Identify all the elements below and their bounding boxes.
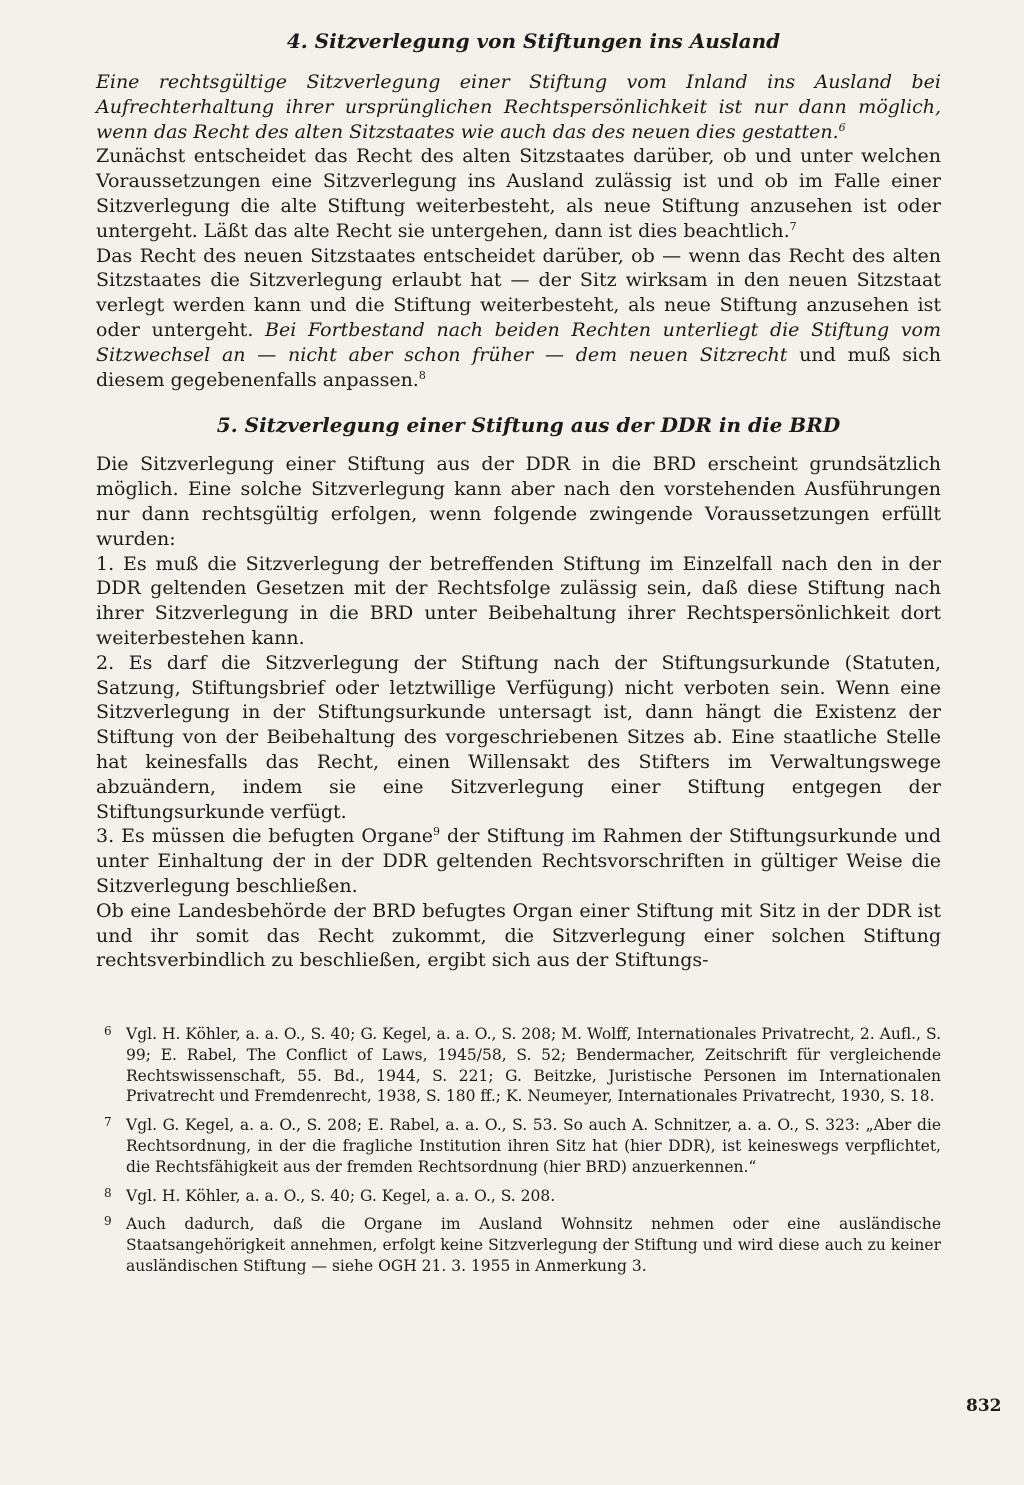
section-5-item-3 (96, 824, 941, 898)
footnote-number: 8 (104, 1185, 112, 1200)
section-4-heading: 4. Sitzverlegung von Stiftungen ins Ausland (286, 29, 781, 53)
section-4-paragraph-3 (96, 244, 941, 393)
page-number: 832 (966, 1396, 1002, 1416)
section-4-paragraph-1-text: Eine rechtsgültige Sitzverlegung einer Stiftung vom Inland ins Ausland bei Aufrechterhaltung ihrer ursprünglichen Rechtspersönlichkeit ist nur dann möglich, wenn das Recht des alten Sitzstaates wie auch das des neuen dies gestatten. (96, 71, 941, 143)
section-5-paragraph-1: Die Sitzverlegung einer Stiftung aus der DDR in die BRD erscheint grundsätzlich möglich. Eine solche Sitzverlegung kann aber nach den vorstehenden Ausführungen nur dann rechtsgültig erfolgen, wenn folgende zwingende Voraussetzungen erfüllt wurden: (96, 453, 941, 550)
section-4-paragraph-1 (96, 70, 941, 144)
section-5-item-3-text-a: 3. Es müssen die befugten Organe (96, 825, 434, 848)
section-5-item-3-text-b: der Stiftung im Rahmen der Stiftungsurkunde und unter Einhaltung der in der DDR geltenden Rechtsvorschriften in gültiger Weise die Sitzverlegung beschließen. (96, 825, 941, 897)
section-5-heading: 5. Sitzverlegung einer Stiftung aus der DDR in die BRD (216, 413, 841, 438)
footnote-ref-7: 7 (789, 219, 797, 233)
footnote-number: 9 (104, 1214, 112, 1229)
section-4-paragraph-2-text: Zunächst entscheidet das Recht des alten Sitzstaates darüber, ob und unter welchen Voraussetzungen eine Sitzverlegung ins Ausland zulässig ist und ob im Falle einer Sitzverlegung die alte Stiftung weiterbesteht, als neue Stiftung anzusehen ist oder untergeht. Läßt das alte Recht sie untergehen, dann ist dies beachtlich. (96, 145, 941, 242)
footnotes (96, 1021, 941, 1277)
section-5-item-1: 1. Es muß die Sitzverlegung der betreffenden Stiftung im Einzelfall nach den in der DDR geltenden Gesetzen mit der Rechtsfolge zulässig sein, daß diese Stiftung nach ihrer Sitzverlegung in die BRD unter Beibehaltung ihrer Rechtspersönlichkeit dort weiterbestehen kann. (96, 552, 941, 649)
footnote-8 (104, 1183, 941, 1207)
footnote-text: Vgl. H. Köhler, a. a. O., S. 40; G. Kegel, a. a. O., S. 208. (126, 1186, 556, 1205)
footnote-ref-9: 9 (433, 825, 441, 839)
section-4-paragraph-2 (96, 144, 941, 243)
footnote-ref-8: 8 (418, 368, 426, 382)
section-5-item-2: 2. Es darf die Sitzverlegung der Stiftung nach der Stiftungsurkunde (Statuten, Satzung, Stiftungsbrief oder letztwillige Verfügung) nicht verboten sein. Wenn eine Sitzverlegung in der Stiftungsurkunde untersagt ist, dann hängt die Existenz der Stiftung von der Beibehaltung des vorgeschriebenen Sitzes ab. Eine staatliche Stelle hat keinesfalls das Recht, einen Willensakt des Stifters im Verwaltungswege abzuändern, indem sie eine Sitzverlegung einer Stiftung entgegen der Stiftungsurkunde verfügt. (96, 651, 941, 823)
section-4-paragraph-3-text-a: Das Recht des neuen Sitzstaates entscheidet darüber, ob — wenn das Recht des alten Sitzstaates die Sitzverlegung erlaubt hat — der Sitz wirksam in den neuen Sitzstaat verlegt werden kann und die Stiftung weiterbesteht, als neue Stiftung anzusehen ist oder untergeht. (96, 244, 941, 341)
footnote-text: Auch dadurch, daß die Organe im Ausland Wohnsitz nehmen oder eine ausländische Staatsangehörigkeit annehmen, erfolgt keine Sitzverlegung der Stiftung und wird diese auch zu keiner ausländischen Stiftung — siehe OGH 21. 3. 1955 in Anmerkung 3. (126, 1215, 941, 1276)
footnote-ref-6: 6 (838, 120, 846, 134)
footnote-6 (104, 1021, 941, 1107)
footnote-9 (104, 1211, 941, 1276)
section-4-paragraph-3-italic: Bei Fortbestand nach beiden Rechten unterliegt die Stiftung vom Sitzwechsel an — nicht aber schon früher — dem neuen Sitzrecht (96, 318, 942, 366)
footnote-text: Vgl. G. Kegel, a. a. O., S. 208; E. Rabel, a. a. O., S. 53. So auch A. Schnitzer, a. a. O., S. 323: „Aber die Rechtsordnung, in der die fragliche Institution ihren Sitz hat (hier DDR), ist keineswegs verpflichtet, die Rechtsfähigkeit aus der fremden Rechtsordnung (hier BRD) anzuerkennen.“ (126, 1116, 941, 1176)
footnote-7 (104, 1112, 941, 1177)
footnote-number: 6 (104, 1024, 112, 1039)
footnote-number: 7 (104, 1115, 112, 1130)
section-4-paragraph-3-text-b: und muß sich diesem gegebenenfalls anpassen. (96, 343, 942, 391)
footnote-text: Vgl. H. Köhler, a. a. O., S. 40; G. Kegel, a. a. O., S. 208; M. Wolff, Internationales Privatrecht, 2. Aufl., S. 99; E. Rabel, The Conflict of Laws, 1945/58, S. 52; Bendermacher, Zeitschrift für vergleichende Rechtswissenschaft, 55. Bd., 1944, S. 221; G. Beitzke, Juristische Personen im Internationalen Privatrecht und Fremdenrecht, 1938, S. 180 ff.; K. Neumeyer, Internationales Privatrecht, 1930, S. 18. (126, 1025, 941, 1106)
section-5-paragraph-last: Ob eine Landesbehörde der BRD befugtes Organ einer Stiftung mit Sitz in der DDR ist und ihr somit das Recht zukommt, die Sitzverlegung einer solchen Stiftung rechtsverbindlich zu beschließen, ergibt sich aus der Stiftungs- (96, 899, 941, 972)
document-page (96, 28, 941, 1282)
